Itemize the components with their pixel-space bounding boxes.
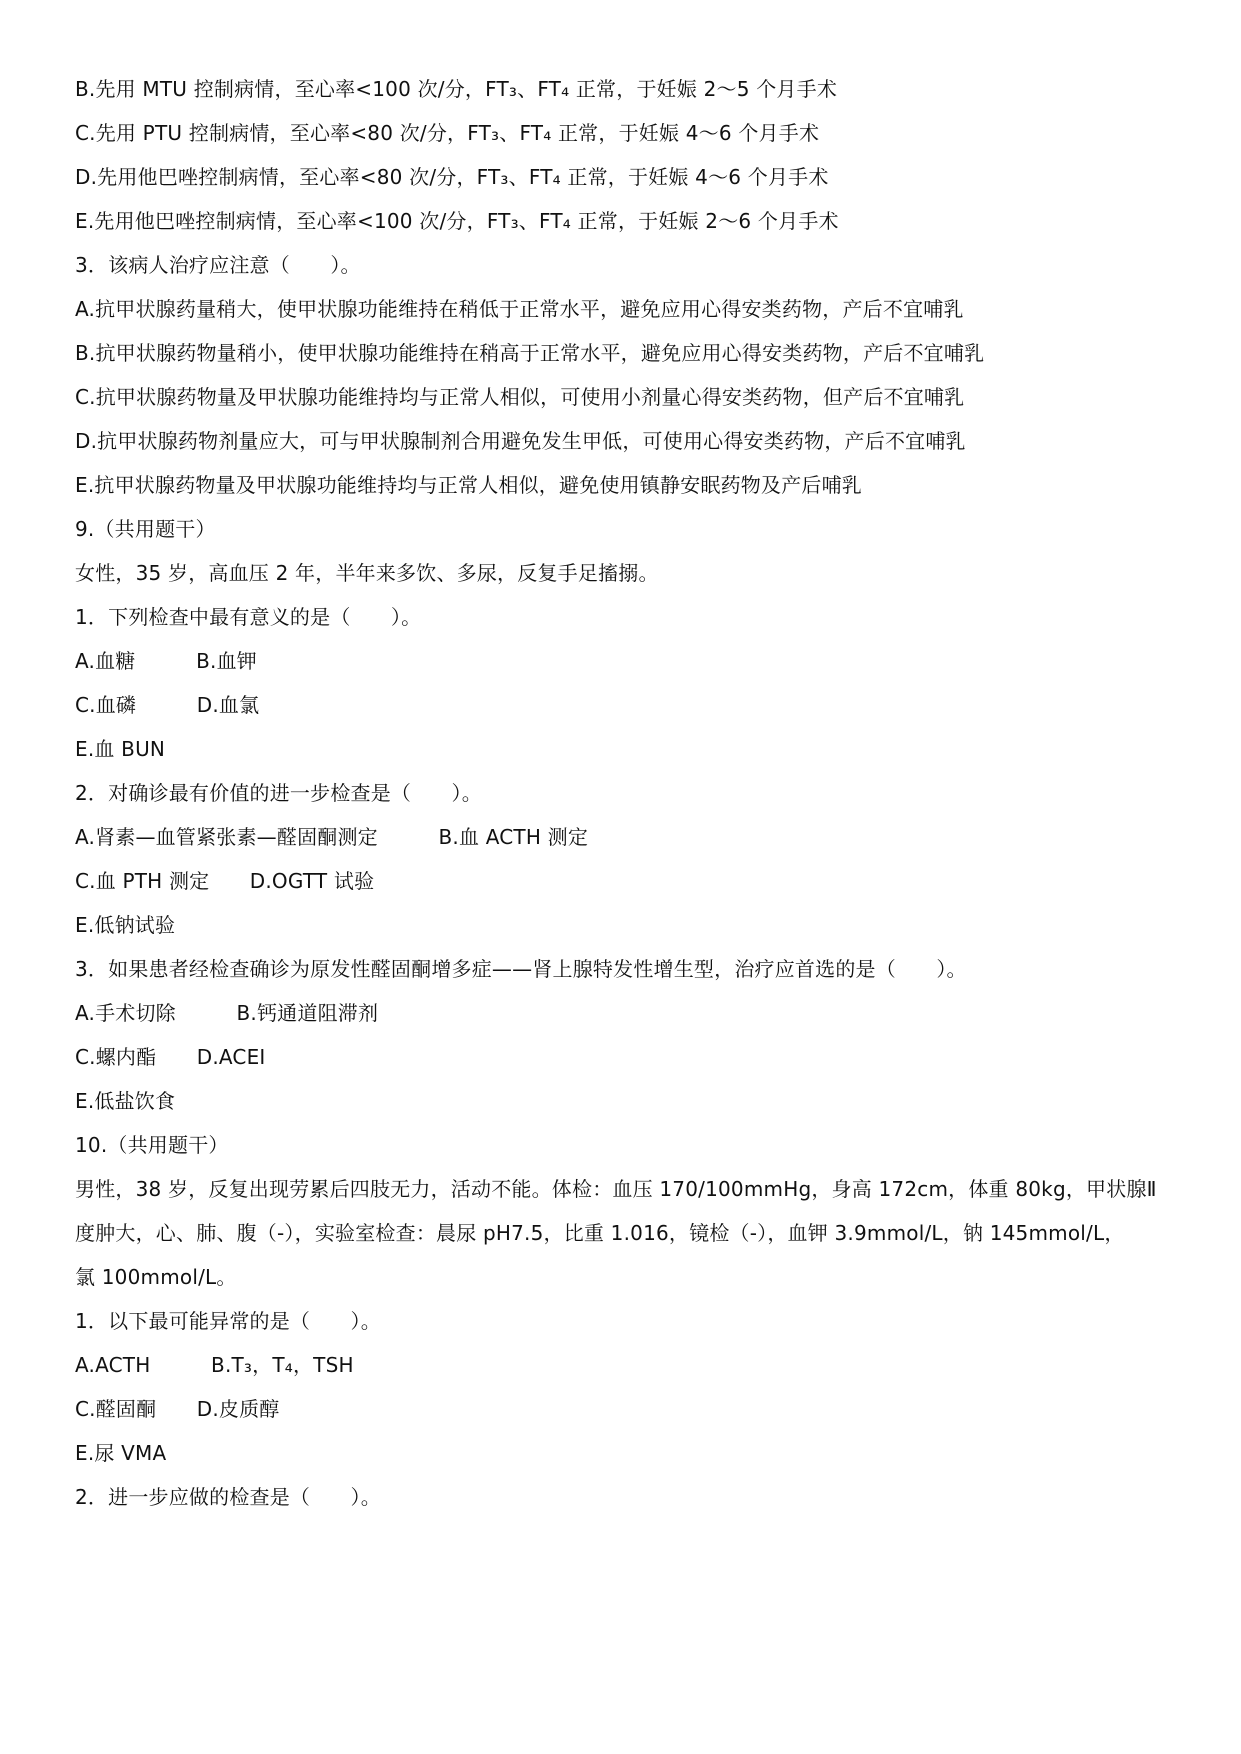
case-stem: 度肿大，心、肺、腹（-），实验室检查：晨尿 pH7.5，比重 1.016，镜检（-），血钾 3.9mmol/L，钠 145mmol/L， (75, 1221, 1125, 1245)
question-text: 1．以下最可能异常的是（ ）。 (75, 1309, 381, 1333)
case-heading: 9.（共用题干） (75, 517, 216, 541)
option-a-text: A.抗甲状腺药量稍大，使甲状腺功能维持在稍低于正常水平，避免应用心得安类药物，产后不宜哺乳 (75, 297, 964, 321)
options-row: A.手术切除 B.钙通道阻滞剂 (75, 1001, 379, 1025)
options-row: C.血 PTH 测定 D.OGTT 试验 (75, 869, 375, 893)
case-stem: 女性，35 岁，高血压 2 年，半年来多饮、多尿，反复手足搐搦。 (75, 561, 659, 585)
question-text: 2．对确诊最有价值的进一步检查是（ ）。 (75, 781, 482, 805)
options-row: A.ACTH B.T₃，T₄，TSH (75, 1353, 354, 1377)
case-stem: 男性，38 岁，反复出现劳累后四肢无力，活动不能。体检：血压 170/100mmHg，身高 172cm，体重 80kg，甲状腺Ⅱ (75, 1177, 1157, 1201)
options-row: C.醛固酮 D.皮质醇 (75, 1397, 280, 1421)
option-d-text: D.抗甲状腺药物剂量应大，可与甲状腺制剂合用避免发生甲低，可使用心得安类药物，产后不宜哺乳 (75, 429, 966, 453)
option-b-text: B.抗甲状腺药物量稍小，使甲状腺功能维持在稍高于正常水平，避免应用心得安类药物，产后不宜哺乳 (75, 341, 985, 365)
options-row: E.尿 VMA (75, 1441, 167, 1465)
question-text: 1．下列检查中最有意义的是（ ）。 (75, 605, 422, 629)
options-row: C.血磷 D.血氯 (75, 693, 260, 717)
option-d-text: D.先用他巴唑控制病情，至心率<80 次/分，FT₃、FT₄ 正常，于妊娠 4～6 个月手术 (75, 165, 829, 189)
options-row: E.血 BUN (75, 737, 166, 761)
case-heading: 10.（共用题干） (75, 1133, 229, 1157)
option-b-text: B.先用 MTU 控制病情，至心率<100 次/分，FT₃、FT₄ 正常，于妊娠 2～5 个月手术 (75, 77, 838, 101)
options-row: A.肾素—血管紧张素—醛固酮测定 B.血 ACTH 测定 (75, 825, 589, 849)
option-c-text: C.抗甲状腺药物量及甲状腺功能维持均与正常人相似，可使用小剂量心得安类药物，但产后不宜哺乳 (75, 385, 965, 409)
options-row: E.低盐饮食 (75, 1089, 176, 1113)
option-e-text: E.抗甲状腺药物量及甲状腺功能维持均与正常人相似，避免使用镇静安眠药物及产后哺乳 (75, 473, 862, 497)
question-text: 3．如果患者经检查确诊为原发性醛固酮增多症——肾上腺特发性增生型，治疗应首选的是（ ）。 (75, 957, 967, 981)
option-e-text: E.先用他巴唑控制病情，至心率<100 次/分，FT₃、FT₄ 正常，于妊娠 2～6 个月手术 (75, 209, 839, 233)
option-c-text: C.先用 PTU 控制病情，至心率<80 次/分，FT₃、FT₄ 正常，于妊娠 4～6 个月手术 (75, 121, 820, 145)
question-text: 2．进一步应做的检查是（ ）。 (75, 1485, 381, 1509)
question-text: 3．该病人治疗应注意（ ）。 (75, 253, 361, 277)
options-row: E.低钠试验 (75, 913, 176, 937)
case-stem: 氯 100mmol/L。 (75, 1265, 237, 1289)
options-row: A.血糖 B.血钾 (75, 649, 257, 673)
options-row: C.螺内酯 D.ACEI (75, 1045, 266, 1069)
